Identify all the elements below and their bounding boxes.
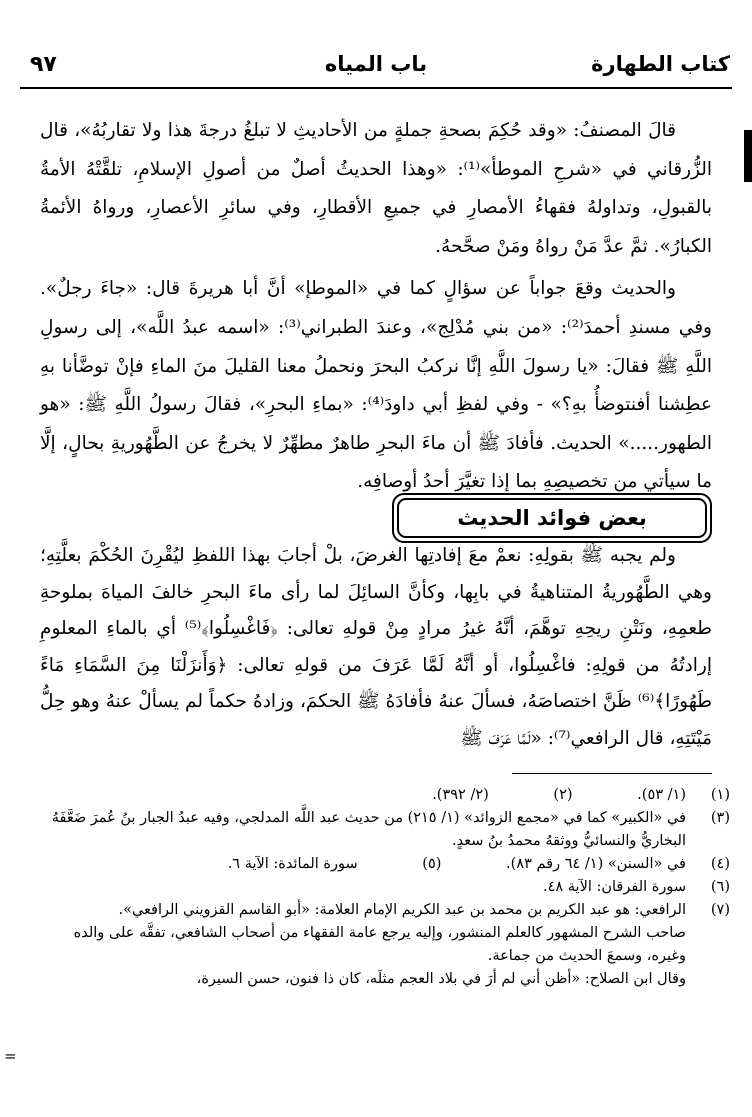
footnotes [30, 784, 730, 991]
footnote-number: (٣) [710, 810, 730, 826]
section-heading-box [392, 493, 712, 543]
footnote-number: (٧) [710, 902, 730, 918]
footnote-text: سورة المائدة: الآية ٦. [227, 856, 358, 872]
footnote-row [30, 876, 730, 899]
page-header [22, 50, 730, 84]
footnote-text: (٢/ ٣٩٢). [432, 787, 489, 803]
chapter-title: باب المياه [324, 52, 428, 76]
header-rule [20, 87, 732, 89]
footnote-number: (١) [710, 787, 730, 803]
paragraph-hadith-context: والحديث وقعَ جواباً عن سؤالٍ كما في «الموطإ» أنَّ أبا هريرةَ قال: «جاءَ رجلٌ». وفي مسندِ أحمدَ⁽²⁾: «من بني مُدْلِج»، وعندَ الطبراني⁽³⁾: «اسمه عبدُ اللَّه»، إلى رسولِ اللَّهِ ﷺ فقالَ: «يا رسولَ اللَّهِ إنَّا نركبُ البحرَ ونحملُ معنا القليلَ منَ الماءِ فإنْ توضَّأنا بهِ عطِشنا أفنتوضأُ بهِ؟» - وفي لفظِ أبي داودَ⁽⁴⁾: «بماءِ البحرِ»، فقالَ رسولُ اللَّهِ ﷺ: «هو الطهور.....» الحديث. فأفادَ ﷺ أن ماءَ البحرِ طاهرٌ مطهِّرٌ لا يخرجُ عن الطَّهُوريةِ بحالٍ، إلَّا ما سيأتي من تخصيصِهِ بما إذا تغيَّرَ أحدُ أوصافِه. [40, 278, 712, 493]
footnote-number: (٤) [710, 856, 730, 872]
paragraph-benefits: ولم يجبه ﷺ بقولِهِ: نعمْ معَ إفادتِها الغرضَ، بلْ أجابَ بهذا اللفظِ ليُقْرِنَ الحُكْمَ بعلَّتِهِ؛ وهي الطَّهُوريةُ المتناهيةُ في بابِها، وكأنَّ السائِلَ لما رأى ماءَ البحرِ خالفَ المياهَ بملوحةِ طعمِهِ، ونَتْنِ ريحِهِ توهَّمَ، أنَّهُ غيرُ مرادٍ مِنْ قولهِ تعالى: ﴿فَاغْسِلُوا﴾⁽⁵⁾ أي بالماءِ المعلومِ إرادتُهُ من قولِهِ: فاغْسِلُوا، أو أنَّهُ لَمَّا عَرَفَ من قولهِ تعالى: ﴿وَأَنزَلْنَا مِنَ السَّمَاءِ مَاءً طَهُورًا﴾⁽⁶⁾ ظَنَّ اختصاصَهُ، فسألَ عنهُ فأفادَهُ ﷺ الحكمَ، وزادهُ حكماً لم يسألْ عنهُ وهو حِلُّ مَيْتَتِهِ، قال الرافعي⁽⁷⁾: «لَمَّا عَرَفَ ﷺ [40, 545, 713, 749]
footnote-row [30, 784, 730, 807]
main-text [40, 112, 712, 502]
footnote-text: في «الكبير» كما في «مجمع الزوائد» (١/ ٢١٥) من حديث عبد اللَّه المدلجي، وفيه عبدُ الجبار بنُ عُمرَ ضَعَّفَهُ البخاريُّ والنسائيُّ ووثقهُ محمدُ بنُ سعدٍ. [51, 810, 686, 849]
footnote-text: (١/ ٥٣). [637, 787, 686, 803]
book-title: كتاب الطهارة [591, 52, 730, 76]
footnote-text: الرافعي: هو عبد الكريم بن محمد بن عبد الكريم الإمام العلامة: «أبو القاسم القزويني الرافعي». [118, 902, 686, 918]
footnote-row [30, 807, 730, 853]
main-text-continued [40, 538, 712, 758]
page-number: ٩٧ [30, 52, 57, 77]
section-heading: بعض فوائد الحديث [397, 498, 707, 538]
footnote-number: (٢) [553, 787, 573, 803]
footnote-number: (٦) [710, 879, 730, 895]
footnote-row [30, 899, 730, 922]
footnote-text: سورة الفرقان: الآية ٤٨. [542, 879, 686, 895]
footnote-row [30, 853, 730, 876]
footnote-number: (٥) [422, 856, 442, 872]
footnote-continuation: صاحب الشرح المشهور كالعلم المنشور، وإليه يرجع عامة الفقهاء من أصحاب الشافعي، تفقَّه على والده وغيره، وسمعَ الحديث من جماعة. [73, 925, 686, 964]
page-edge-marker [744, 130, 752, 182]
footnote-separator [512, 773, 712, 774]
paragraph-author-statement: قالَ المصنفُ: «وقد حُكِمَ بصحةِ جملةٍ من الأحاديثِ لا تبلغُ درجةَ هذا ولا تقاربُهُ»، قال الزُّرقاني في «شرحِ الموطأ»⁽¹⁾: «وهذا الحديثُ أصلٌ من أصولِ الإسلامِ، تلقَّتْهُ الأمةُ بالقبولِ، وتداولهُ فقهاءُ الأمصارِ في جميعِ الأقطارِ، وفي سائرِ الأعصارِ، ورواهُ الأئمةُ الكبارُ». ثمَّ عدَّ مَنْ رواهُ ومَنْ صحَّحهُ. [40, 120, 713, 257]
footnote-text: في «السنن» (١/ ٦٤ رقم ٨٣). [506, 856, 686, 872]
footnote-continuation: وقال ابن الصلاح: «أظن أني لم أرَ في بلاد العجم مثلَه، كان ذا فنون، حسن السيرة، [196, 971, 686, 987]
continuation-mark: = [4, 1047, 17, 1065]
